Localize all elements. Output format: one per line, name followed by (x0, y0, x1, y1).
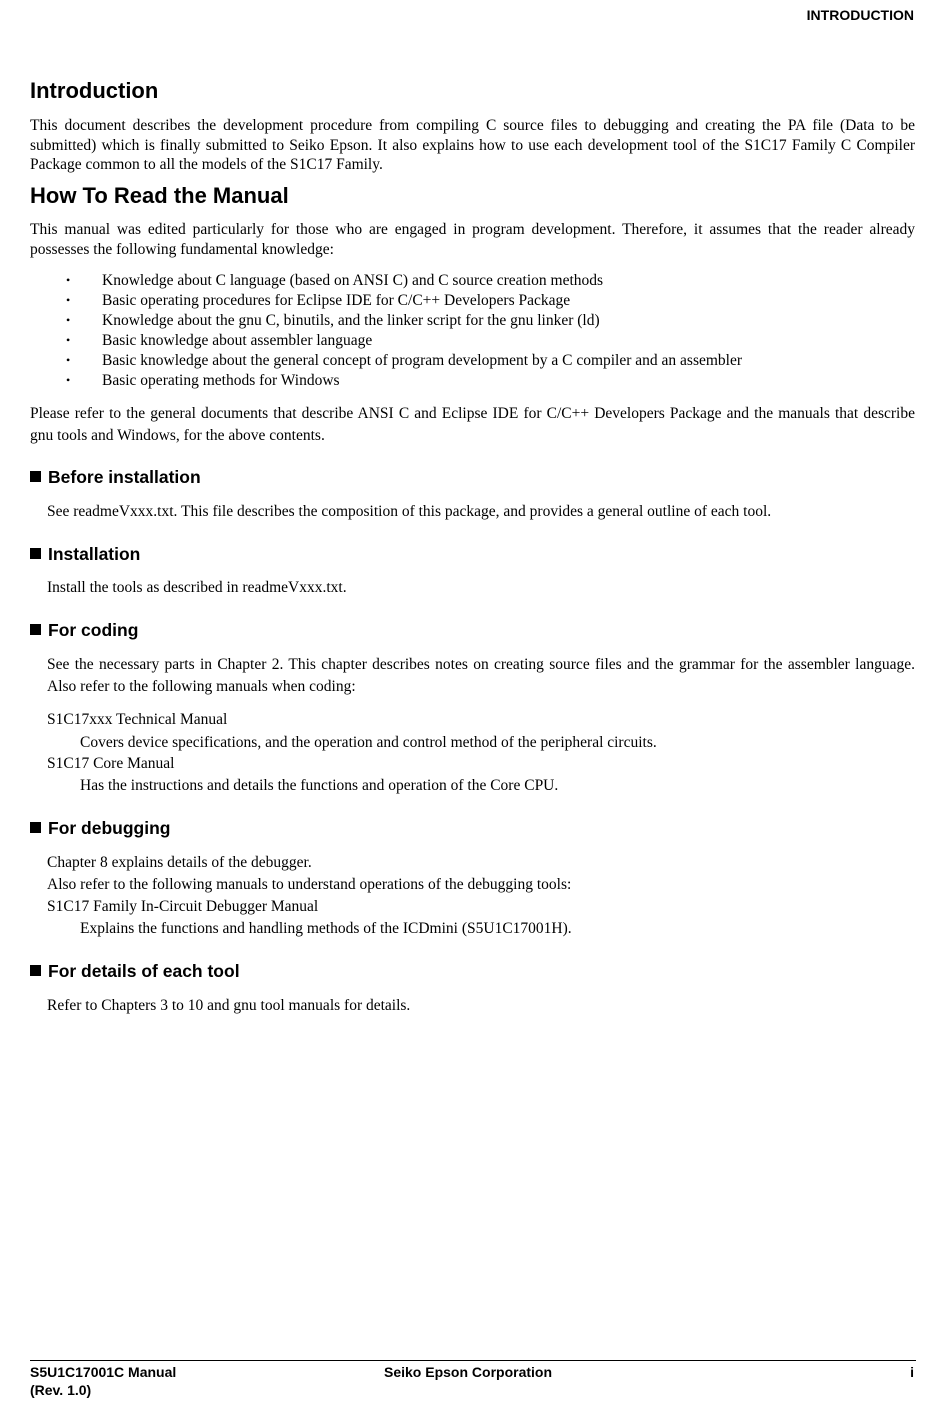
manual-description: Has the instructions and details the functions and operation of the Core CPU. (80, 777, 559, 794)
manual-description: Covers device specifications, and the operation and control method of the peripheral circuits. (80, 734, 657, 751)
manual-description: Explains the functions and handling methods of the ICDmini (S5U1C17001H). (80, 920, 572, 937)
manual-title: S1C17xxx Technical Manual (47, 711, 228, 728)
for-coding-heading: For coding (30, 620, 138, 641)
square-bullet-icon (30, 548, 41, 559)
square-bullet-icon (30, 471, 41, 482)
list-item: • Basic operating procedures for Eclipse IDE for C/C++ Developers Package (66, 292, 571, 309)
square-bullet-icon (30, 965, 41, 976)
for-debugging-line: Chapter 8 explains details of the debugger. (47, 854, 312, 871)
list-item: • Basic knowledge about assembler language (66, 332, 373, 349)
introduction-heading: Introduction (30, 78, 159, 103)
bullet-icon: • (66, 273, 71, 287)
footer-company: Seiko Epson Corporation (384, 1364, 553, 1380)
list-item: • Basic operating methods for Windows (66, 372, 340, 389)
footer-manual-name: S5U1C17001C Manual (30, 1364, 177, 1380)
bullet-icon: • (66, 353, 71, 367)
for-details-heading: For details of each tool (30, 961, 240, 982)
footer-manual-info (30, 1363, 176, 1399)
footer-revision: (Rev. 1.0) (30, 1382, 92, 1398)
for-coding-text: See the necessary parts in Chapter 2. This chapter describes notes on creating source files and the grammar for the assembler language. Also refer to the following manuals when coding: (47, 656, 915, 695)
before-installation-text: See readmeVxxx.txt. This file describes the composition of this package, and provides a general outline of each tool. (47, 503, 772, 520)
how-to-read-heading: How To Read the Manual (30, 183, 289, 208)
bullet-icon: • (66, 373, 71, 387)
manual-title: S1C17 Core Manual (47, 755, 175, 772)
manual-title: S1C17 Family In-Circuit Debugger Manual (47, 898, 319, 915)
introduction-paragraph: This document describes the development procedure from compiling C source files to debugging and creating the PA file (Data to be submitted) which is finally submitted to Seiko Epson. It also explains how to use each development tool of the S1C17 Family C Compiler Package common to all the models of the S1C17 Family. (30, 117, 915, 173)
installation-text: Install the tools as described in readmeVxxx.txt. (47, 579, 347, 596)
square-bullet-icon (30, 822, 41, 833)
bullet-icon: • (66, 333, 71, 347)
knowledge-list (66, 271, 916, 391)
for-debugging-heading: For debugging (30, 818, 170, 839)
for-debugging-line: Also refer to the following manuals to understand operations of the debugging tools: (47, 876, 572, 893)
list-item: • Knowledge about C language (based on ANSI C) and C source creation methods (66, 272, 604, 289)
installation-heading: Installation (30, 544, 140, 565)
for-details-text: Refer to Chapters 3 to 10 and gnu tool manuals for details. (47, 997, 411, 1014)
how-to-read-paragraph: This manual was edited particularly for those who are engaged in program development. Therefore, it assumes that the reader already possesses the following fundamental knowledge: (30, 221, 915, 258)
running-header: INTRODUCTION (806, 7, 914, 23)
references-paragraph: Please refer to the general documents that describe ANSI C and Eclipse IDE for C/C++ Developers Package and the manuals that describe gnu tools and Windows, for the above contents. (30, 405, 915, 444)
list-item: • Knowledge about the gnu C, binutils, and the linker script for the gnu linker (ld) (66, 312, 600, 329)
bullet-icon: • (66, 293, 71, 307)
bullet-icon: • (66, 313, 71, 327)
square-bullet-icon (30, 624, 41, 635)
footer-page-number: i (910, 1364, 914, 1380)
list-item: • Basic knowledge about the general concept of program development by a C compiler and an assembler (66, 352, 743, 369)
before-installation-heading: Before installation (30, 467, 201, 488)
footer-divider (30, 1360, 916, 1361)
